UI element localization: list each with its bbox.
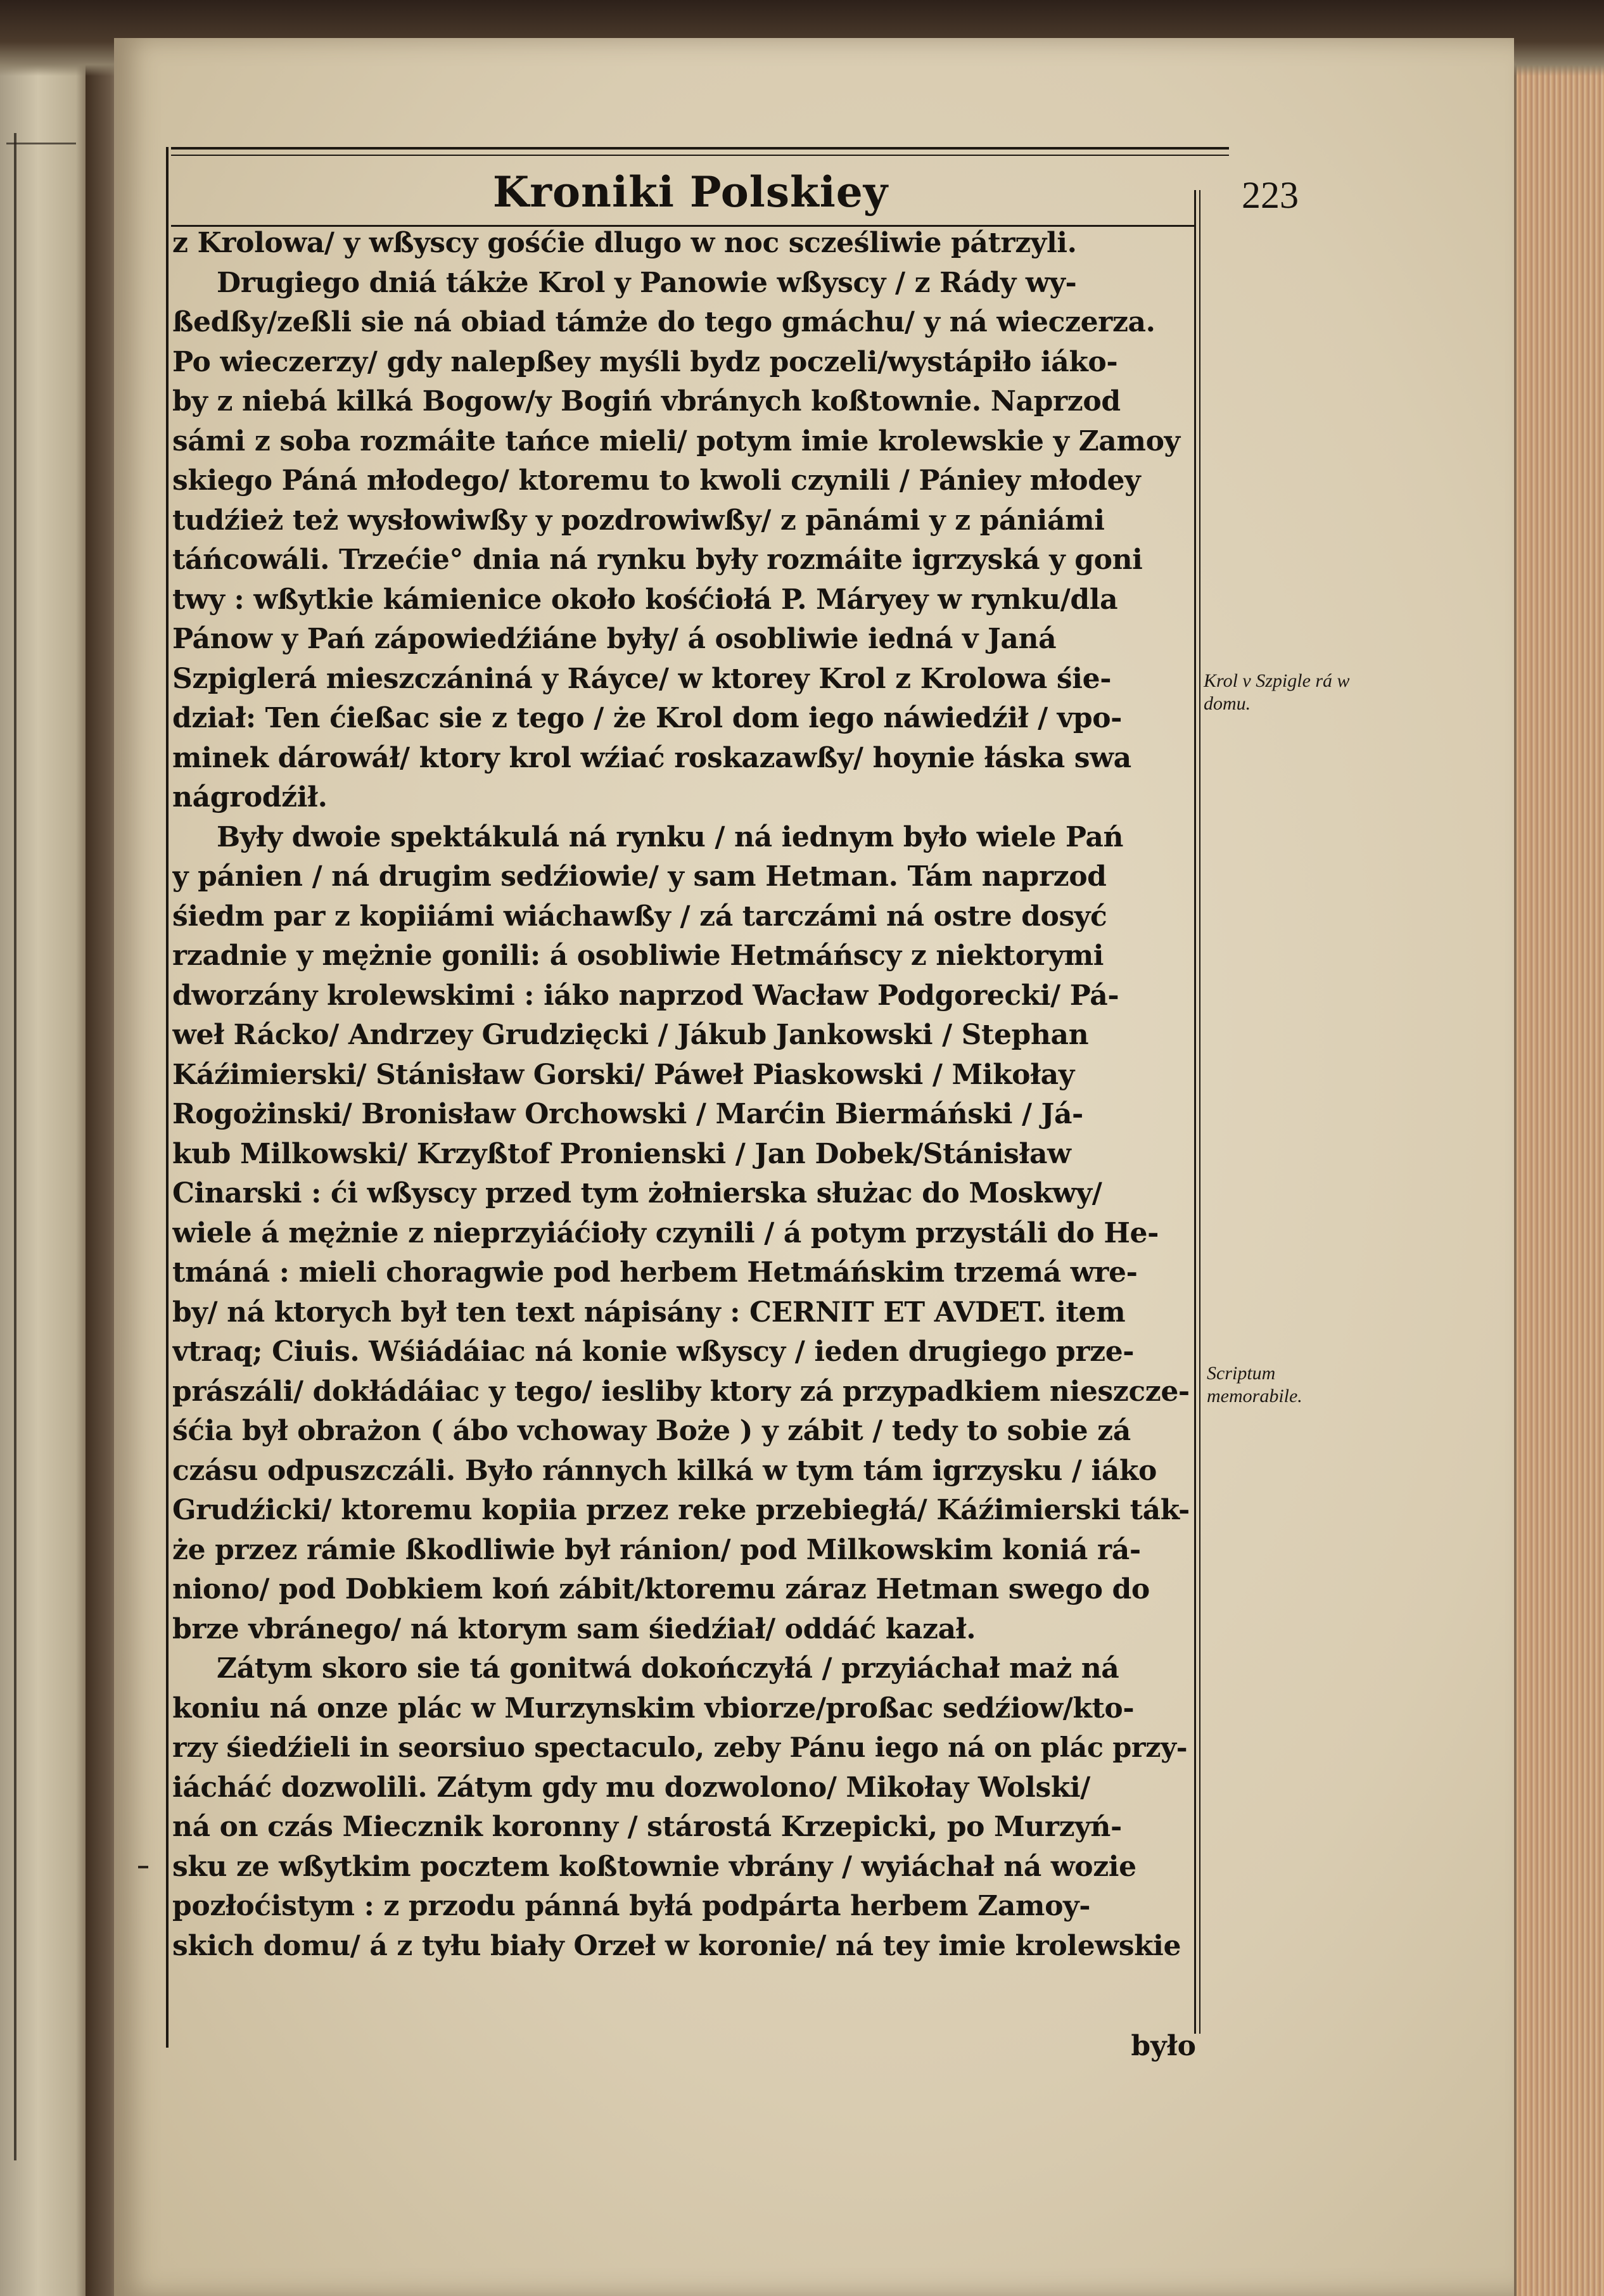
text-line: że przez rámie ßkodliwie był ránion/ pod Milkowskim koniá rá- xyxy=(172,1533,1141,1566)
text-line: rzadnie y mężnie gonili: á osobliwie Hetmáńscy z niektorymi xyxy=(172,940,1104,972)
text-line: ßedßy/zeßli sie ná obiad támże do tego gmáchu/ y ná wieczerza. xyxy=(172,306,1155,338)
page-edges-stack xyxy=(1514,63,1604,2296)
previous-page-frame-rule xyxy=(14,133,16,2160)
text-line: sámi z soba rozmáite tańce mieli/ potym imie krolewskie y Zamoy xyxy=(172,424,1180,457)
text-line: Zátym skoro sie tá gonitwá dokończyłá / przyiáchał maż ná xyxy=(217,1652,1119,1685)
text-line: vtraq; Ciuis. Wśiádáiac ná konie wßyscy / ieden drugiego prze- xyxy=(172,1336,1135,1368)
text-line: iácháć dozwolili. Zátym gdy mu dozwolono/ Mikołay Wolski/ xyxy=(172,1771,1090,1804)
margin-dash-mark xyxy=(138,1866,148,1868)
text-line: táńcowáli. Trzećie° dnia ná rynku były rozmáite igrzyská y goni xyxy=(172,544,1143,576)
running-title: Kroniki Polskiey xyxy=(492,167,889,217)
page-number: 223 xyxy=(1242,174,1299,216)
text-line: minek dárowáł/ ktory krol wźiać roskazawßy/ hoynie łáska swa xyxy=(172,741,1131,774)
text-line: skich domu/ á z tyłu biały Orzeł w koronie/ ná tey imie krolewskie xyxy=(172,1929,1181,1962)
text-line: wiele á mężnie z nieprzyiáćioły czynili / á potym przystáli do He- xyxy=(172,1216,1159,1249)
text-line: tmáná : mieli choragwie pod herbem Hetmáńskim trzemá wre- xyxy=(172,1256,1138,1289)
text-line: Káźimierski/ Stánisław Gorski/ Páweł Piaskowski / Mikołay xyxy=(172,1058,1074,1091)
text-line: Pánow y Pań zápowiedźiáne były/ á osobliwie iedná v Janá xyxy=(172,623,1057,655)
text-line: Były dwoie spektákulá ná rynku / ná iednym było wiele Pań xyxy=(217,820,1124,853)
text-line: Cinarski : ći wßyscy przed tym żołnierska służac do Moskwy/ xyxy=(172,1177,1102,1209)
previous-page-edge xyxy=(0,0,95,2296)
text-line: weł Rácko/ Andrzey Grudzięcki / Jákub Jankowski / Stephan xyxy=(172,1019,1089,1051)
text-line: kub Milkowski/ Krzyßtof Pronienski / Jan Dobek/Stánisław xyxy=(172,1137,1071,1170)
frame-top-rule xyxy=(171,147,1229,150)
text-line: sku ze wßytkim pocztem koßtownie vbrány / wyiáchał ná wozie xyxy=(172,1850,1136,1883)
text-line: dworzány krolewskimi : iáko naprzod Wacław Podgorecki/ Pá- xyxy=(172,979,1119,1012)
text-line: Szpiglerá mieszczániná y Ráyce/ w ktorey Krol z Krolowa śie- xyxy=(172,662,1112,695)
text-line: tudźież też wysłowiwßy y pozdrowiwßy/ z pānámi y z pániámi xyxy=(172,504,1105,537)
body-text xyxy=(172,224,1199,1966)
frame-top-rule-inner xyxy=(171,155,1229,156)
text-line: brze vbránego/ ná ktorym sam śiedźiał/ oddáć kazał. xyxy=(172,1612,976,1645)
text-line: z Krolowa/ y wßyscy gośćie dlugo w noc scześliwie pátrzyli. xyxy=(172,227,1077,259)
margin-note-scriptum: Scriptum memorabile. xyxy=(1207,1363,1302,1406)
text-line: śiedm par z kopiiámi wiáchawßy / zá tarczámi ná ostre dosyć xyxy=(172,900,1107,933)
margin-note-szpigler: Krol v Szpigle rá w domu. xyxy=(1204,670,1350,714)
text-line: rzy śiedźieli in seorsiuo spectaculo, zeby Pánu iego ná on plác przy- xyxy=(172,1732,1188,1764)
previous-page-top-rule xyxy=(6,143,76,144)
catchword: było xyxy=(1131,2030,1196,2062)
text-line: skiego Páná młodego/ ktoremu to kwoli czynili / Pániey młodey xyxy=(172,464,1141,497)
text-line: Grudźicki/ ktoremu kopiia przez reke przebiegłá/ Káźimierski ták- xyxy=(172,1494,1190,1526)
text-line: Po wieczerzy/ gdy nalepßey myśli bydz poczeli/wystápiło iáko- xyxy=(172,345,1118,378)
text-line: prászáli/ dokłádáiac y tego/ iesliby ktory zá przypadkiem nieszcze- xyxy=(172,1375,1190,1408)
text-line: pozłoćistym : z przodu pánná byłá podpárta herbem Zamoy- xyxy=(172,1890,1091,1922)
text-line: twy : wßytkie kámienice około kośćiołá P. Máryey w rynku/dla xyxy=(172,583,1118,616)
text-line: niono/ pod Dobkiem koń zábit/ktoremu záraz Hetman swego do xyxy=(172,1573,1150,1605)
text-line: czásu odpuszczáli. Było ránnych kilká w tym tám igrzysku / iáko xyxy=(172,1454,1157,1487)
text-line: nágrodźił. xyxy=(172,781,328,813)
text-line: by/ ná ktorych był ten text nápisány : CERNIT ET AVDET. item xyxy=(172,1296,1126,1329)
text-line: koniu ná onze plác w Murzynskim vbiorze/proßac sedźiow/kto- xyxy=(172,1692,1135,1725)
text-line: ná on czás Miecznik koronny / stárostá Krzepicki, po Murzyń- xyxy=(172,1811,1122,1843)
text-line: y pánien / ná drugim sedźiowie/ y sam Hetman. Tám naprzod xyxy=(172,860,1107,893)
frame-right-rule-inner xyxy=(1199,190,1200,2034)
text-line: Rogożinski/ Bronisław Orchowski / Marćin Biermáński / Já- xyxy=(172,1098,1083,1130)
text-line: dział: Ten ćießac sie z tego / że Krol dom iego náwiedźił / vpo- xyxy=(172,702,1123,734)
frame-left-rule xyxy=(166,147,169,2048)
text-line: śćia był obrażon ( ábo vchoway Boże ) y zábit / tedy to sobie zá xyxy=(172,1415,1131,1447)
text-line: by z niebá kilká Bogow/y Bogiń vbránych koßtownie. Naprzod xyxy=(172,385,1121,418)
text-line: Drugiego dniá tákże Krol y Panowie wßyscy / z Rády wy- xyxy=(217,266,1077,299)
